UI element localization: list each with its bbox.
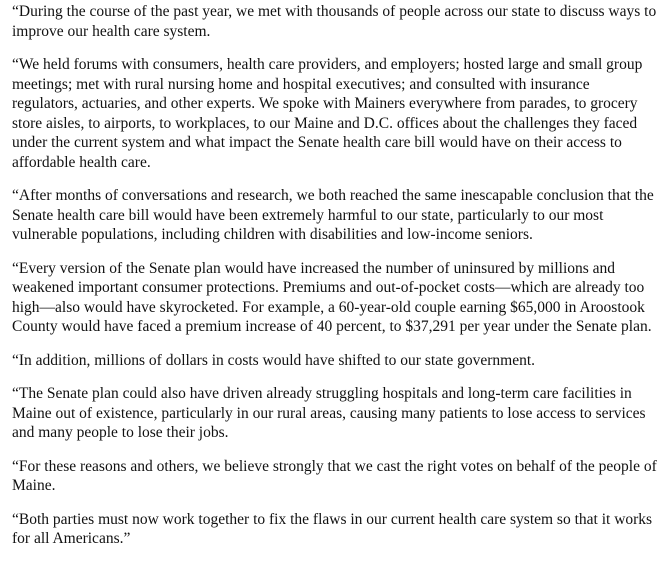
paragraph-8 bbox=[12, 510, 657, 549]
text-line: high—also would have skyrocketed. For example, a 60-year-old couple earning $65,000 in Aroostook bbox=[12, 298, 645, 316]
text-line: vulnerable populations, including children with disabilities and low-income seniors. bbox=[12, 226, 533, 243]
text-line: improve our health care system. bbox=[12, 22, 211, 40]
text-line: meetings; met with rural nursing home and hospital executives; and consulted with insurance bbox=[12, 75, 590, 93]
text-line: weakened important consumer protections. Premiums and out-of-pocket costs—which are already too bbox=[12, 279, 645, 296]
paragraph-7 bbox=[12, 457, 657, 496]
text-line: “In addition, millions of dollars in costs would have shifted to our state government. bbox=[12, 351, 536, 369]
text-line: under the current system and what impact the Senate health care bill would have on their access to bbox=[12, 134, 622, 151]
text-line: for all Americans.” bbox=[12, 530, 131, 547]
text-line: Maine. bbox=[12, 477, 56, 494]
text-line: “The Senate plan could also have driven already struggling hospitals and long-term care facilities in bbox=[12, 385, 632, 402]
text-line: “For these reasons and others, we believe strongly that we cast the right votes on behalf of the people of bbox=[12, 457, 657, 475]
text-line: regulators, actuaries, and other experts. We spoke with Mainers everywhere from parades, to grocery bbox=[12, 95, 638, 112]
paragraph-5 bbox=[12, 351, 657, 371]
text-line: “After months of conversations and research, we both reached the same inescapable conclusion that the bbox=[12, 187, 654, 204]
text-line: Senate health care bill would have been extremely harmful to our state, particularly to our most bbox=[12, 206, 604, 224]
text-line: and many people to lose their jobs. bbox=[12, 424, 229, 441]
paragraph-1 bbox=[12, 2, 657, 41]
text-line: “During the course of the past year, we met with thousands of people across our state to discuss ways to bbox=[12, 3, 657, 20]
paragraph-4 bbox=[12, 259, 657, 337]
text-line: Maine out of existence, particularly in our rural areas, causing many patients to lose access to services bbox=[12, 404, 646, 422]
statement-document bbox=[12, 2, 657, 563]
text-line: “Both parties must now work together to fix the flaws in our current health care system so that it works bbox=[12, 510, 653, 528]
text-line: store aisles, to airports, to workplaces, to our Maine and D.C. offices about the challenges they faced bbox=[12, 114, 638, 132]
paragraph-6 bbox=[12, 384, 657, 443]
text-line: affordable health care. bbox=[12, 153, 151, 171]
paragraph-2 bbox=[12, 55, 657, 172]
text-line: “We held forums with consumers, health care providers, and employers; hosted large and small group bbox=[12, 56, 643, 73]
paragraph-3 bbox=[12, 186, 657, 245]
text-line: County would have faced a premium increase of 40 percent, to $37,291 per year under the Senate plan. bbox=[12, 318, 652, 335]
text-line: “Every version of the Senate plan would have increased the number of uninsured by millions and bbox=[12, 259, 616, 277]
